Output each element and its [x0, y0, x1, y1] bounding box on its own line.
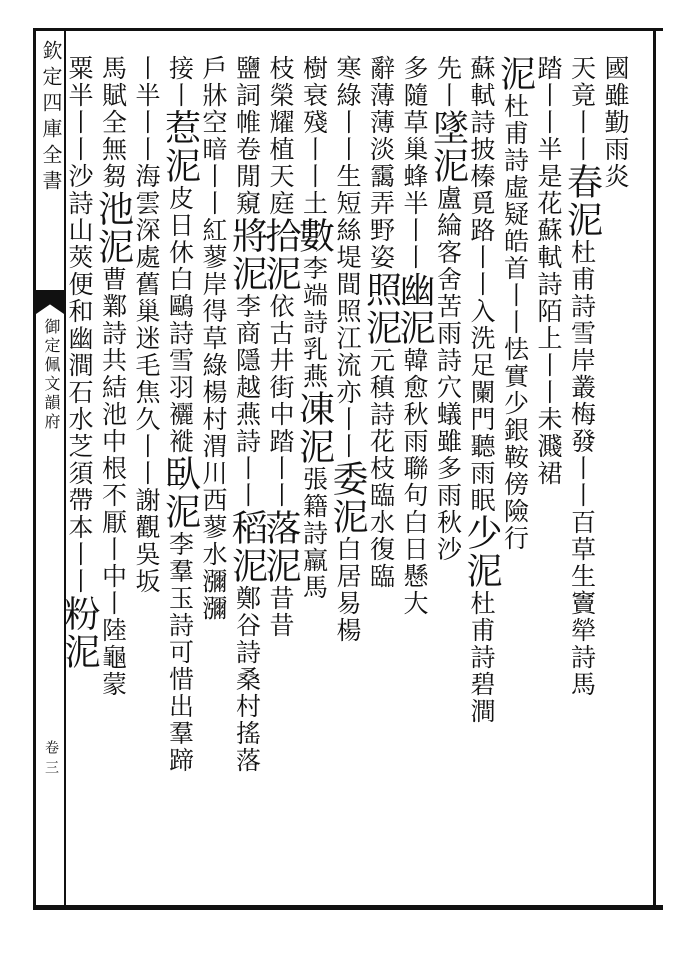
annotation-text: 毛焦久丨丨謝觀吳坂: [132, 352, 161, 595]
headword: 春泥: [561, 163, 603, 239]
annotation-text: 國雖勤雨炎: [601, 55, 630, 190]
annotation-text: 雖多雨秋沙: [433, 428, 463, 563]
annotation-text: 半丨丨海雲深處舊巢迷: [132, 82, 161, 352]
annotation-text: 天竟丨丨: [567, 55, 597, 163]
annotation-text: 接丨: [165, 55, 195, 109]
headword: 拾泥: [260, 217, 301, 293]
annotation-text: 李羣玉詩可惜出羣蹄: [165, 531, 195, 774]
text-column-7: [394, 55, 435, 617]
text-column-13: [196, 55, 230, 622]
annotation-text: 樹衰殘丨丨土: [299, 55, 329, 217]
annotation-text: 鄭谷詩桑村搖落: [232, 585, 262, 774]
annotation-text: 李端詩乳燕: [299, 255, 329, 390]
headword: 委泥: [327, 460, 368, 536]
headword: 少泥: [461, 514, 502, 590]
frame-right-rule: [653, 28, 656, 908]
headword: 照泥: [360, 271, 402, 347]
text-column-14: [159, 55, 201, 774]
annotation-text: 張籍詩羸馬: [299, 466, 329, 601]
annotation-text: 李商隱越燕詩丨丨: [232, 293, 262, 509]
sub-title: 御定佩文韻府: [42, 318, 61, 432]
annotation-text: 堤間照江流亦丨丨: [333, 244, 362, 460]
text-column-17: [59, 55, 100, 671]
headword: 泥: [494, 55, 536, 93]
annotation-text: 皮日休白鷗詩雪羽襹褷: [165, 185, 195, 455]
text-column-1: [598, 55, 632, 190]
annotation-text: 寒綠丨丨生短絲: [333, 55, 362, 244]
text-column-3: [531, 55, 565, 487]
text-column-16: [92, 55, 134, 698]
annotation-text: 辭薄薄淡靄弄野姿: [366, 55, 396, 271]
text-column-9: [327, 55, 368, 644]
text-column-8: [360, 55, 402, 590]
text-column-11: [260, 55, 301, 639]
annotation-text: 杜甫詩碧澗: [467, 590, 496, 725]
headword: 池泥: [92, 190, 134, 266]
annotation-text: 韓愈秋雨聯句白日懸大: [400, 347, 429, 617]
annotation-text: 丨: [132, 55, 161, 82]
fishtail-mark-icon: [36, 290, 64, 314]
text-column-6: [427, 55, 469, 563]
annotation-text: 粟半丨丨沙: [65, 55, 94, 190]
annotation-text: 蘇軾詩披榛覓路丨丨入洗足闌門聽雨眠: [467, 55, 496, 514]
annotation-text: 杜甫詩虛疑皓首丨丨怯實少銀鞍傍險行: [500, 93, 530, 552]
page-number: 卷三: [43, 740, 59, 780]
headword: 臥泥: [159, 455, 201, 531]
annotation-text: 曹鄴詩共結池中根不厭丨中丨陸龜蒙: [98, 266, 128, 698]
headword: 稻泥: [226, 509, 268, 585]
headword: 幽泥: [394, 271, 435, 347]
headword: 墜泥: [427, 109, 469, 185]
annotation-text: 街中踏丨丨: [266, 374, 295, 509]
frame-bottom-rule: [33, 905, 663, 910]
annotation-text: 詩山莢便和幽澗石水芝須帶本丨丨: [65, 190, 94, 595]
headword: 凍泥: [293, 390, 335, 466]
headword: 將泥: [226, 217, 268, 293]
annotation-text: 杜甫詩雪岸叢梅發丨丨百草生竇犖詩馬: [567, 239, 597, 698]
headword: 粉泥: [59, 595, 100, 671]
book-title: 欽定四庫全書: [39, 40, 63, 196]
annotation-text: 先丨: [433, 55, 463, 109]
annotation-text: 白居易楊: [333, 536, 362, 644]
annotation-text: 昔昔: [266, 585, 295, 639]
frame-top-rule: [33, 28, 663, 31]
annotation-text: 踏丨丨半是花蘇軾詩陌上丨丨未濺裙: [534, 55, 563, 487]
text-column-5: [461, 55, 502, 725]
annotation-text: 依古井: [266, 293, 295, 374]
annotation-text: 紅蓼岸得草綠楊村: [199, 217, 228, 433]
text-column-10: [293, 55, 335, 601]
headword: 落泥: [260, 509, 301, 585]
annotation-text: 枝榮耀植天庭: [266, 55, 295, 217]
annotation-text: 渭川西蓼水瀰瀰: [199, 433, 228, 622]
annotation-text: 盧綸客舍苦雨詩穴蟻: [433, 185, 463, 428]
headword: 數: [293, 217, 335, 255]
annotation-text: 鹽詞帷卷閒窺: [232, 55, 262, 217]
annotation-text: 元稹詩花枝臨水復臨: [366, 347, 396, 590]
annotation-text: 馬賦全無芻: [98, 55, 128, 190]
text-column-2: [561, 55, 603, 698]
headword: 惹泥: [159, 109, 201, 185]
text-column-15: [129, 55, 163, 595]
annotation-text: 戶牀空暗丨丨: [199, 55, 228, 217]
annotation-text: 多隨草巢蜂半丨丨: [400, 55, 429, 271]
text-column-4: [494, 55, 536, 552]
text-column-12: [226, 55, 268, 774]
